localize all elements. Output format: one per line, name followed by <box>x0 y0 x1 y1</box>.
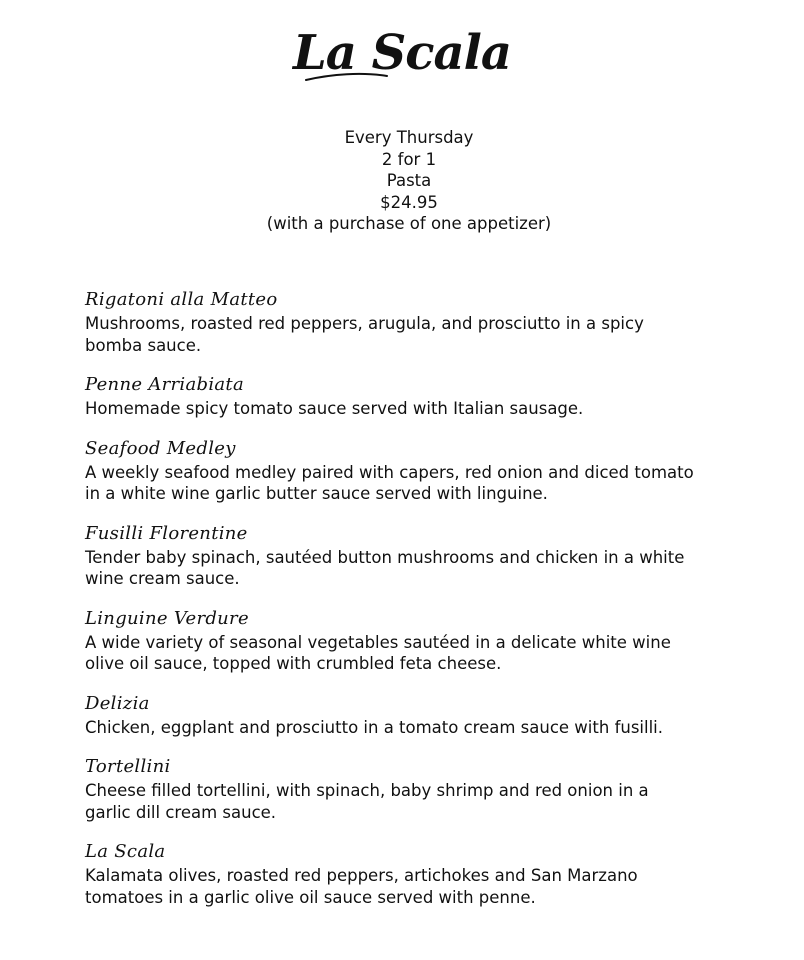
menu-item-description: A weekly seafood medley paired with capers, red onion and diced tomato in a white wine garlic butter sauce served with linguine. <box>85 462 694 503</box>
menu-item <box>85 691 785 739</box>
menu-item-name: Tortellini <box>85 756 171 777</box>
menu-item-description: Tender baby spinach, sautéed button mushrooms and chicken in a white wine cream sauce. <box>85 547 685 588</box>
pasta-menu <box>85 287 785 908</box>
menu-item-description: A wide variety of seasonal vegetables sautéed in a delicate white wine olive oil sauce, topped with crumbled feta cheese. <box>85 632 671 673</box>
menu-item-name: La Scala <box>85 841 166 862</box>
menu-item-name: Delizia <box>85 692 150 714</box>
menu-item <box>85 754 785 823</box>
menu-item <box>85 436 785 505</box>
menu-item-description: Homemade spicy tomato sauce served with Italian sausage. <box>85 399 584 418</box>
menu-item-name: Penne Arriabiata <box>85 374 244 395</box>
promo-category: Pasta <box>386 171 432 190</box>
menu-item-description: Chicken, eggplant and prosciutto in a tomato cream sauce with fusilli. <box>85 717 664 737</box>
logo-wordmark: La Scala <box>293 25 511 81</box>
promo-day: Every Thursday <box>344 128 474 147</box>
promo-price: $24.95 <box>380 192 438 212</box>
menu-item <box>85 372 785 420</box>
menu-item <box>85 521 785 590</box>
menu-item-name: Seafood Medley <box>85 437 236 459</box>
menu-item-description: Kalamata olives, roasted red peppers, artichokes and San Marzano tomatoes in a garlic olive oil sauce served with penne. <box>85 866 638 907</box>
menu-item <box>85 287 785 356</box>
restaurant-logo <box>0 14 804 96</box>
la-scala-logo-icon <box>292 14 512 92</box>
menu-item-name: Rigatoni alla Matteo <box>85 289 278 310</box>
promo-block <box>0 127 804 235</box>
menu-item-description: Cheese filled tortellini, with spinach, baby shrimp and red onion in a garlic dill cream sauce. <box>85 781 649 822</box>
menu-item-description: Mushrooms, roasted red peppers, arugula, and prosciutto in a spicy bomba sauce. <box>85 314 644 355</box>
menu-item-name: Fusilli Florentine <box>85 522 248 544</box>
menu-item-name: Linguine Verdure <box>85 607 249 629</box>
menu-item <box>85 606 785 675</box>
promo-offer: 2 for 1 <box>381 149 437 169</box>
menu-item <box>85 839 785 908</box>
promo-condition: (with a purchase of one appetizer) <box>266 214 552 233</box>
